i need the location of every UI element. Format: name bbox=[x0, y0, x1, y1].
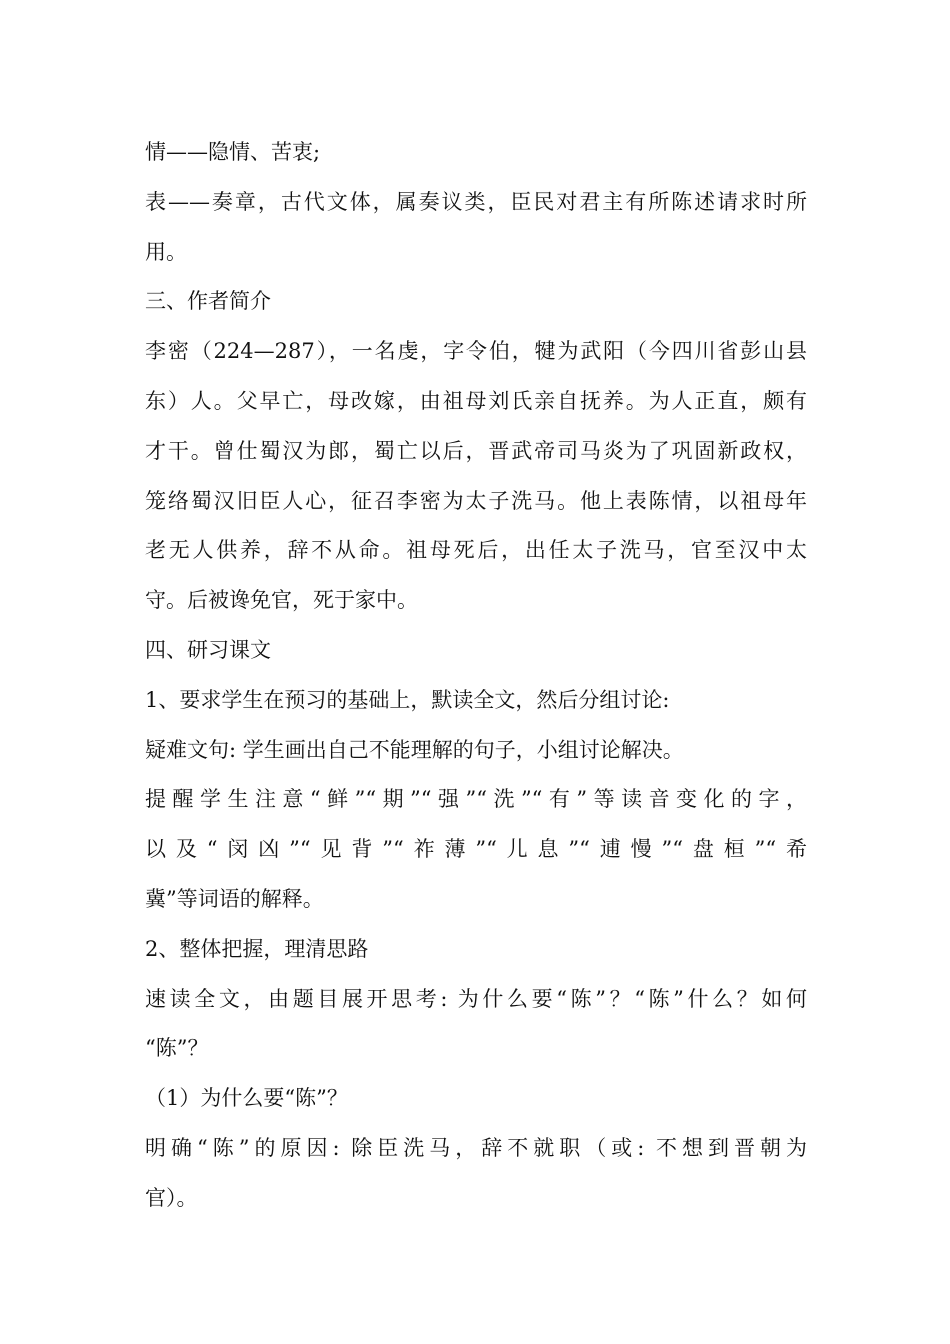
body-text bbox=[145, 128, 807, 1224]
text-line: 速读全文，由题目展开思考: 为什么要“陈”？“陈”什么？如何 bbox=[145, 986, 807, 1011]
text-line: 表——奏章，古代文体，属奏议类，臣民对君主有所陈述请求时所 bbox=[145, 189, 807, 214]
text-line: 笼络蜀汉旧臣人心，征召李密为太子洗马。他上表陈情，以祖母年 bbox=[145, 488, 807, 513]
text-line: 1、要求学生在预习的基础上，默读全文，然后分组讨论: bbox=[145, 687, 670, 712]
text-line: 守。后被谗免官，死于家中。 bbox=[145, 588, 418, 613]
section-heading: 三、作者简介 bbox=[145, 289, 271, 314]
text-line: （1）为什么要“陈”？ bbox=[145, 1086, 348, 1111]
text-line: 明确“陈”的原因: 除臣洗马，辞不就职（或: 不想到晋朝为 bbox=[145, 1135, 807, 1160]
text-line: 以及“闵凶”“见背”“祚薄”“儿息”“逋慢”“盘桓”“希 bbox=[145, 837, 807, 862]
text-line: 才干。曾仕蜀汉为郎，蜀亡以后，晋武帝司马炎为了巩固新政权， bbox=[145, 438, 807, 463]
text-line: 2、整体把握，理清思路 bbox=[145, 936, 369, 961]
text-line: 冀”等词语的解释。 bbox=[145, 886, 324, 911]
text-line: “陈”？ bbox=[145, 1036, 209, 1061]
text-line: 提醒学生注意“鲜”“期”“强”“洗”“有”等读音变化的字， bbox=[145, 787, 807, 812]
text-line: 情——隐情、苦衷; bbox=[145, 140, 321, 164]
text-line: 东）人。父早亡，母改嫁，由祖母刘氏亲自抚养。为人正直，颇有 bbox=[145, 388, 807, 413]
text-line: 用。 bbox=[145, 239, 187, 264]
text-line: 老无人供养，辞不从命。祖母死后，出任太子洗马，官至汉中太 bbox=[145, 538, 807, 563]
section-heading: 四、研习课文 bbox=[145, 637, 271, 662]
text-line: 官）。 bbox=[145, 1185, 198, 1210]
text-line: 疑难文句: 学生画出自己不能理解的句子，小组讨论解决。 bbox=[145, 737, 684, 762]
text-line: 李密（224—287），一名虔，字令伯，犍为武阳（今四川省彭山县 bbox=[145, 339, 807, 364]
